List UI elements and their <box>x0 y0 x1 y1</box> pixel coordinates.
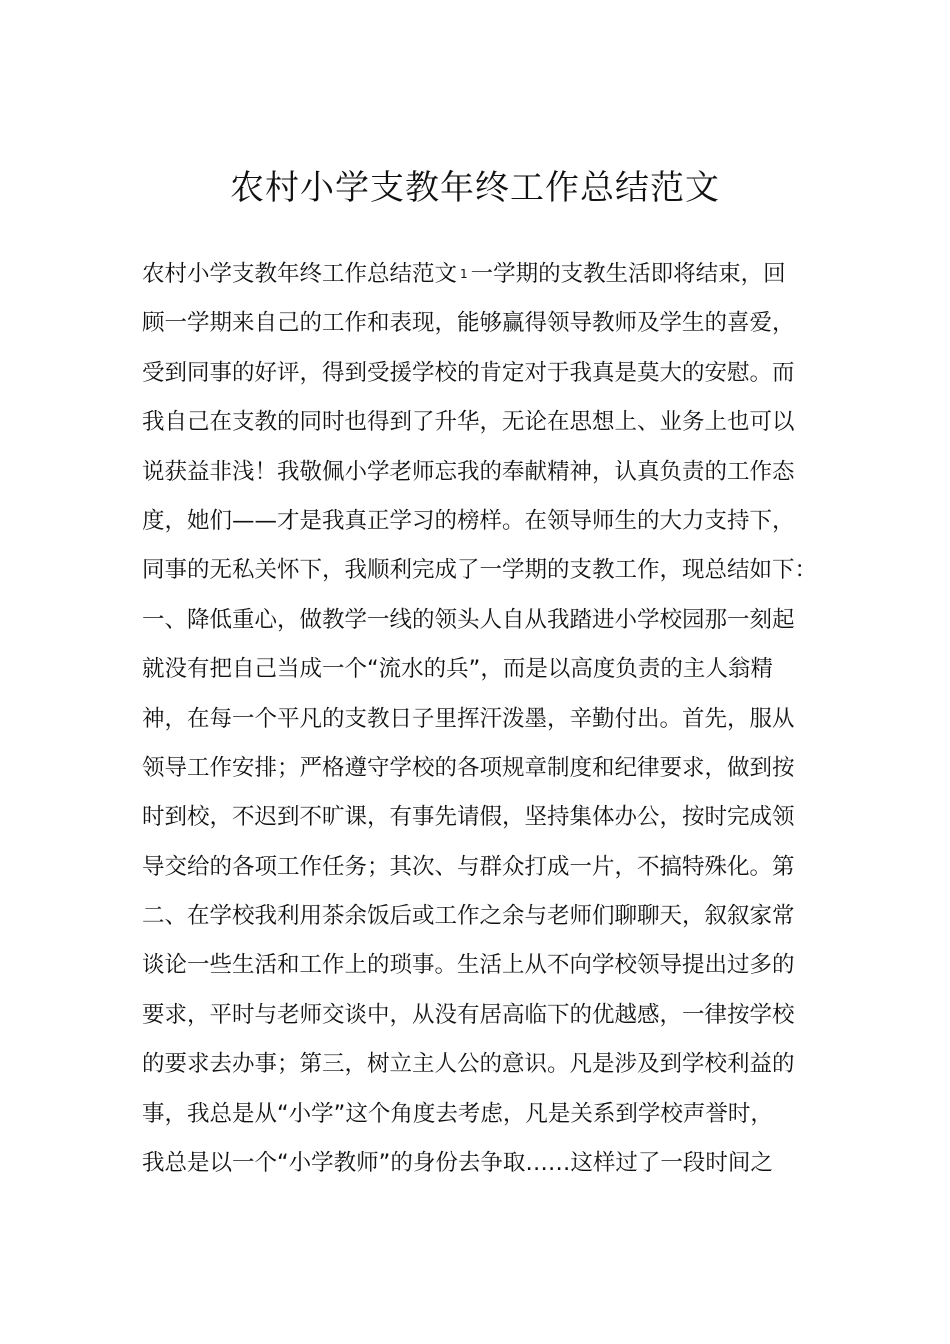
body-line: 说获益非浅！我敬佩小学老师忘我的奉献精神，认真负责的工作态 <box>142 458 795 485</box>
body-line: 导交给的各项工作任务；其次、与群众打成一片，不搞特殊化。第 <box>142 853 795 880</box>
body-line: 领导工作安排；严格遵守学校的各项规章制度和纪律要求，做到按 <box>142 754 795 781</box>
body-line: 就没有把自己当成一个“流水的兵”，而是以高度负责的主人翁精 <box>142 656 773 683</box>
footnote-marker: 1 <box>460 267 468 281</box>
body-line: 顾一学期来自己的工作和表现，能够赢得领导教师及学生的喜爱， <box>142 310 795 337</box>
body-line: 谈论一些生活和工作上的琐事。生活上从不向学校领导提出过多的 <box>142 952 795 979</box>
document-title: 农村小学支教年终工作总结范文 <box>230 168 720 208</box>
body-line: 受到同事的好评，得到受援学校的肯定对于我真是莫大的安慰。而 <box>142 359 795 386</box>
body-line: 事，我总是从“小学”这个角度去考虑，凡是关系到学校声誉时， <box>142 1100 773 1127</box>
body-line: 二、在学校我利用茶余饭后或工作之余与老师们聊聊天，叙叙家常 <box>142 903 795 930</box>
body-line: 同事的无私关怀下，我顺利完成了一学期的支教工作，现总结如下： <box>142 557 818 584</box>
body-line: 时到校，不迟到不旷课，有事先请假，坚持集体办公，按时完成领 <box>142 804 795 831</box>
body-line-start: 农村小学支教年终工作总结范文 <box>142 261 458 288</box>
body-line <box>142 250 832 299</box>
body-line: 我自己在支教的同时也得到了升华，无论在思想上、业务上也可以 <box>142 409 795 436</box>
body-line: 我总是以一个“小学教师”的身份去争取……这样过了一段时间之 <box>142 1150 773 1177</box>
body-line-rest: 一学期的支教生活即将结束，回 <box>470 261 786 288</box>
body-line: 神，在每一个平凡的支教日子里挥汗泼墨，辛勤付出。首先，服从 <box>142 705 795 732</box>
document-body <box>142 250 832 1188</box>
body-line: 度，她们——才是我真正学习的榜样。在领导师生的大力支持下， <box>142 507 795 534</box>
body-line: 要求，平时与老师交谈中，从没有居高临下的优越感，一律按学校 <box>142 1001 795 1028</box>
body-line: 一、降低重心，做教学一线的领头人自从我踏进小学校园那一刻起 <box>142 606 795 633</box>
body-line: 的要求去办事；第三，树立主人公的意识。凡是涉及到学校利益的 <box>142 1051 795 1078</box>
